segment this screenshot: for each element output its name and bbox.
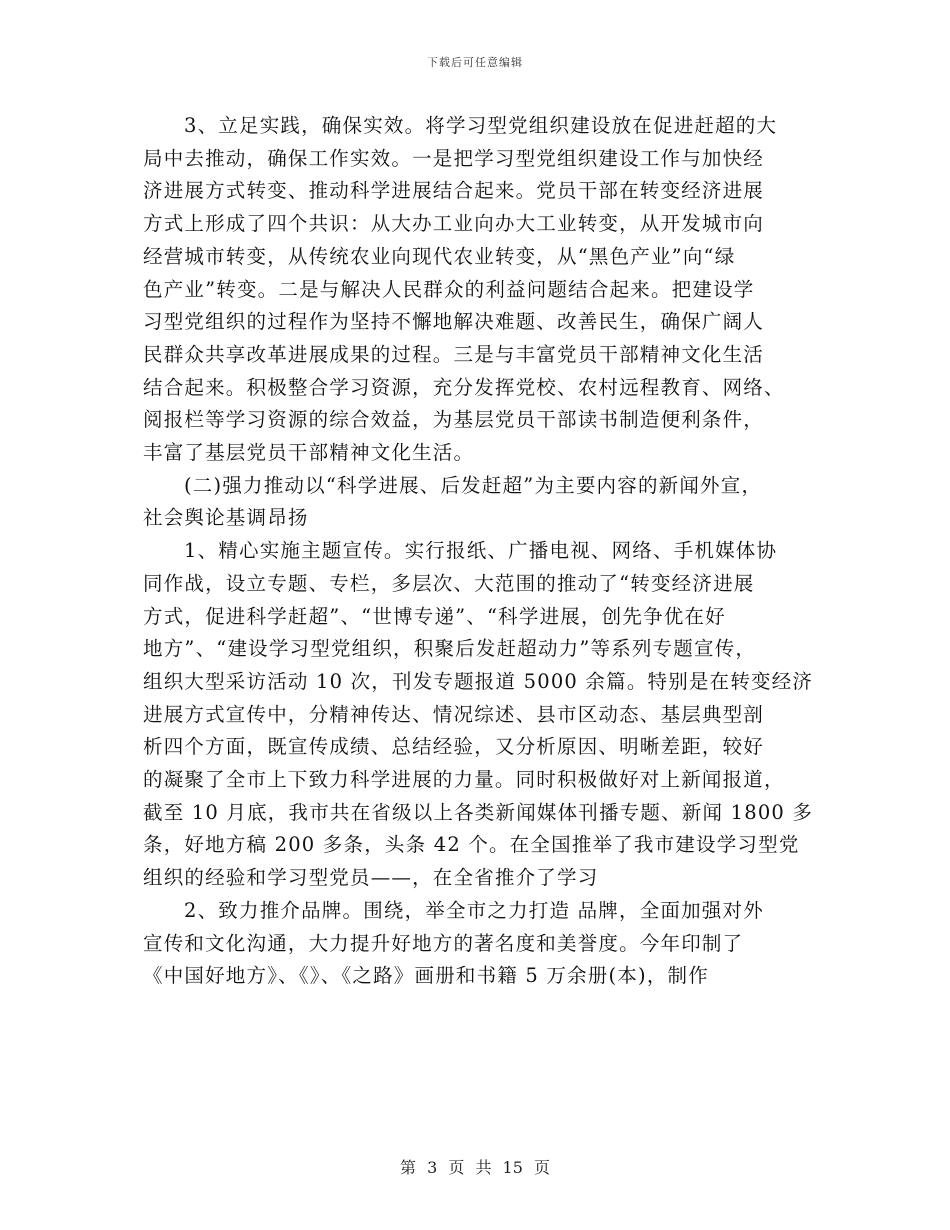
text-line: 经营城市转变，从传统农业向现代农业转变，从“黑色产业”向“绿 [143, 244, 736, 268]
text-line: 宣传和文化沟通，大力提升好地方的著名度和美誉度。今年印制了 [143, 931, 744, 955]
text-line: 民群众共享改革进展成果的过程。三是与丰富党员干部精神文化生活 [143, 342, 765, 366]
text-line: 社会舆论基调昂扬 [143, 506, 309, 530]
text-line: 组织大型采访活动 10 次，刊发专题报道 5000 余篇。特别是在转变经济 [143, 669, 814, 693]
text-line: 阅报栏等学习资源的综合效益，为基层党员干部读书制造便利条件， [143, 408, 765, 432]
section-heading [143, 470, 813, 535]
text-line: 析四个方面，既宣传成绩、总结经验，又分析原因、明晰差距，较好 [143, 735, 765, 759]
text-line: 组织的经验和学习型党员——，在全省推介了学习 [143, 866, 599, 890]
text-line: 色产业”转变。二是与解决人民群众的利益问题结合起来。把建设学 [143, 277, 755, 301]
text-line: 局中去推动，确保工作实效。一是把学习型党组织建设工作与加快经 [143, 146, 765, 170]
document-body [143, 110, 813, 993]
text-line: 济进展方式转变、推动科学进展结合起来。党员干部在转变经济进展 [143, 179, 765, 203]
text-line: 丰富了基层党员干部精神文化生活。 [143, 441, 475, 465]
page-number: 第 3 页 共 15 页 [400, 1158, 550, 1177]
text-line: 地方”、“建设学习型党组织，积聚后发赶超动力”等系列专题宣传， [143, 637, 757, 661]
paragraph-brand-promotion [143, 895, 813, 993]
header-note: 下载后可任意编辑 [427, 56, 523, 69]
text-line: 方式上形成了四个共识：从大办工业向办大工业转变，从开发城市向 [143, 212, 765, 236]
text-line: 3、立足实践，确保实效。将学习型党组织建设放在促进赶超的大 [184, 114, 778, 137]
text-line: 结合起来。积极整合学习资源，充分发挥党校、农村远程教育、网络、 [143, 375, 785, 399]
text-line: 习型党组织的过程作为坚持不懈地解决难题、改善民生，确保广阔人 [143, 310, 765, 334]
text-line: 条，好地方稿 200 多条，头条 42 个。在全国推举了我市建设学习型党 [143, 833, 800, 857]
text-line: 2、致力推介品牌。围绕，举全市之力打造 品牌，全面加强对外 [184, 898, 764, 922]
text-line: 方式，促进科学赶超”、“世博专递”、“科学进展，创先争优在好 [143, 604, 726, 628]
paragraph-theme-publicity [143, 535, 813, 895]
paragraph-practice [143, 110, 813, 470]
text-line: 《中国好地方》、《》、《之路》画册和书籍 5 万余册(本)，制作 [143, 964, 709, 988]
text-line: 截至 10 月底，我市共在省级以上各类新闻媒体刊播专题、新闻 1800 多 [143, 800, 814, 824]
text-line: 进展方式宣传中，分精神传达、情况综述、县市区动态、基层典型剖 [143, 702, 765, 726]
text-line: 同作战，设立专题、专栏，多层次、大范围的推动了“转变经济进展 [143, 571, 755, 595]
text-line: (二)强力推动以“科学进展、后发赶超”为主要内容的新闻外宣， [184, 473, 763, 497]
text-line: 1、精心实施主题宣传。实行报纸、广播电视、网络、手机媒体协 [184, 539, 778, 563]
text-line: 的凝聚了全市上下致力科学进展的力量。同时积极做好对上新闻报道， [143, 768, 785, 792]
